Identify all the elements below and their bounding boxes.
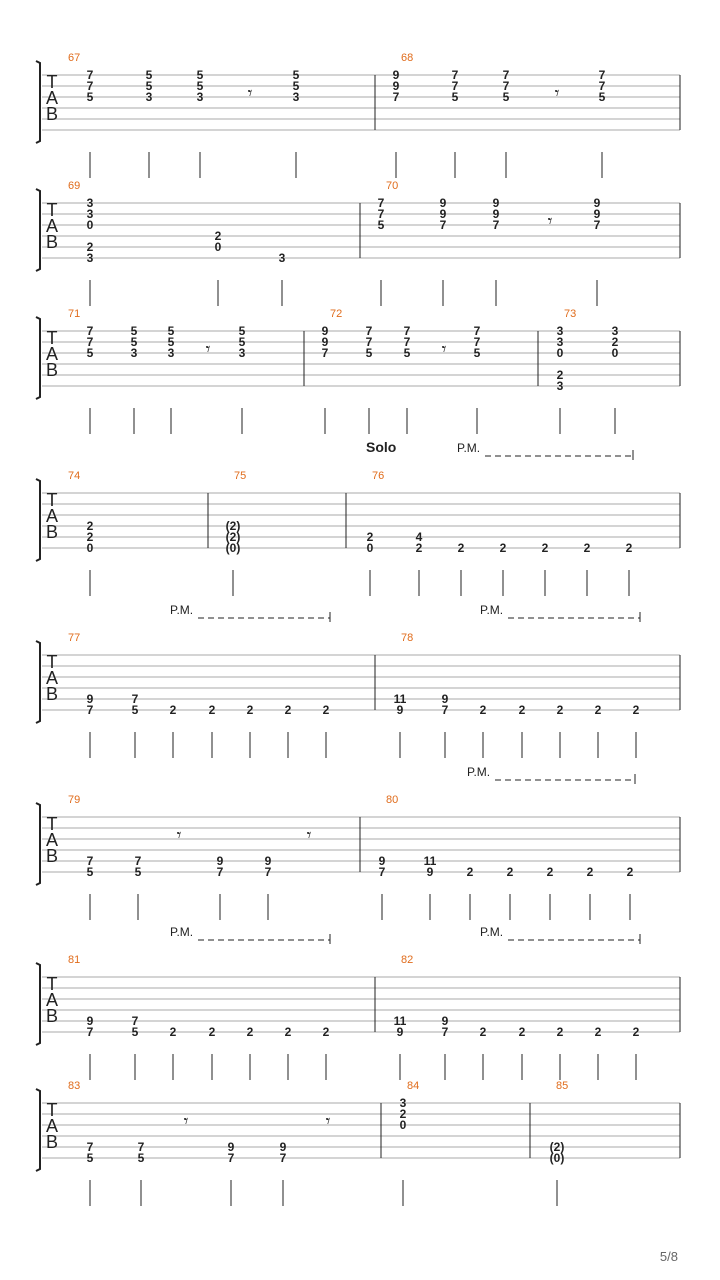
fret-number: 0 [399, 1118, 407, 1132]
tab-clef-letter: B [45, 846, 59, 866]
eighth-rest: 𝄾 [247, 83, 253, 104]
tab-clef-letter: A [45, 990, 59, 1010]
eighth-rest: 𝄾 [554, 83, 560, 104]
fret-number: 7 [598, 79, 606, 93]
fret-number: 7 [441, 1025, 449, 1039]
fret-number: 0 [556, 346, 564, 360]
measure-number: 75 [234, 470, 247, 482]
fret-number: 5 [377, 218, 385, 232]
tab-clef-letter: B [45, 1132, 59, 1152]
fret-number: 7 [492, 218, 500, 232]
fret-number: 2 [518, 1025, 526, 1039]
fret-number: 3 [86, 251, 94, 265]
fret-number: (0) [549, 1151, 565, 1165]
fret-number: 3 [399, 1096, 407, 1110]
tab-clef-letter: B [45, 104, 59, 124]
fret-number: 2 [479, 1025, 487, 1039]
fret-number: 2 [518, 703, 526, 717]
eighth-rest: 𝄾 [547, 211, 553, 232]
system-bracket [36, 963, 40, 1045]
fret-number: 9 [216, 854, 224, 868]
measure-number: 67 [68, 52, 81, 64]
fret-number: 5 [238, 335, 246, 349]
tab-clef-letter: A [45, 830, 59, 850]
fret-number: 5 [292, 68, 300, 82]
fret-number: 5 [473, 346, 481, 360]
palm-mute-label: P.M. [467, 765, 491, 779]
fret-number: 5 [167, 324, 175, 338]
fret-number: 2 [546, 865, 554, 879]
fret-number: 5 [167, 335, 175, 349]
fret-number: 2 [626, 865, 634, 879]
fret-number: 5 [451, 90, 459, 104]
tab-clef-letter: T [46, 200, 58, 220]
measure-number: 85 [556, 1080, 569, 1092]
system-bracket [36, 1089, 40, 1171]
fret-number: 2 [169, 1025, 177, 1039]
fret-number: 2 [86, 240, 94, 254]
fret-number: 7 [502, 79, 510, 93]
tab-clef-letter: T [46, 328, 58, 348]
measure-number: 72 [330, 308, 343, 320]
fret-number: 5 [238, 324, 246, 338]
fret-number: 3 [611, 324, 619, 338]
fret-number: 2 [415, 541, 423, 555]
fret-number: 7 [502, 68, 510, 82]
eighth-rest: 𝄾 [306, 825, 312, 846]
fret-number: 2 [208, 703, 216, 717]
fret-number: 7 [473, 324, 481, 338]
fret-number: 2 [556, 368, 564, 382]
fret-number: 9 [86, 1014, 94, 1028]
palm-mute-label: P.M. [480, 603, 504, 617]
fret-number: 5 [86, 1151, 94, 1165]
fret-number: 7 [451, 68, 459, 82]
fret-number: 0 [86, 218, 94, 232]
measure-number: 74 [68, 470, 81, 482]
fret-number: 5 [292, 79, 300, 93]
fret-number: 9 [492, 207, 500, 221]
fret-number: 7 [403, 335, 411, 349]
fret-number: 3 [556, 335, 564, 349]
fret-number: 2 [625, 541, 633, 555]
fret-number: 9 [426, 865, 434, 879]
fret-number: 5 [502, 90, 510, 104]
fret-number: 5 [145, 68, 153, 82]
fret-number: 5 [196, 79, 204, 93]
fret-number: 5 [145, 79, 153, 93]
fret-number: 2 [284, 703, 292, 717]
fret-number: (2) [549, 1140, 565, 1154]
tab-clef-letter: B [45, 522, 59, 542]
tab-clef-letter: B [45, 684, 59, 704]
measure-number: 81 [68, 954, 81, 966]
tab-clef-letter: A [45, 668, 59, 688]
page-number: 5/8 [659, 1249, 678, 1264]
fret-number: 9 [321, 335, 329, 349]
fret-number: 9 [396, 703, 404, 717]
fret-number: 2 [506, 865, 514, 879]
fret-number: 9 [492, 196, 500, 210]
fret-number: 3 [86, 207, 94, 221]
fret-number: 7 [86, 68, 94, 82]
measure-number: 79 [68, 794, 81, 806]
fret-number: 7 [131, 1014, 139, 1028]
fret-number: 3 [278, 251, 286, 265]
fret-number: 2 [86, 519, 94, 533]
fret-number: 0 [366, 541, 374, 555]
fret-number: 7 [365, 324, 373, 338]
fret-number: (2) [225, 530, 241, 544]
fret-number: 9 [392, 68, 400, 82]
fret-number: 9 [227, 1140, 235, 1154]
fret-number: 11 [393, 1014, 407, 1028]
fret-number: 7 [227, 1151, 235, 1165]
fret-number: 3 [145, 90, 153, 104]
tab-clef-letter: A [45, 216, 59, 236]
fret-number: 7 [279, 1151, 287, 1165]
fret-number: 2 [246, 703, 254, 717]
fret-number: 3 [167, 346, 175, 360]
tab-clef-letter: T [46, 490, 58, 510]
fret-number: 2 [556, 703, 564, 717]
fret-number: 2 [322, 1025, 330, 1039]
fret-number: 5 [86, 865, 94, 879]
eighth-rest: 𝄾 [183, 1111, 189, 1132]
fret-number: 5 [403, 346, 411, 360]
fret-number: 7 [377, 207, 385, 221]
fret-number: 2 [632, 1025, 640, 1039]
fret-number: 5 [134, 865, 142, 879]
fret-number: 0 [214, 240, 222, 254]
fret-number: 5 [196, 68, 204, 82]
fret-number: 0 [611, 346, 619, 360]
tab-clef-letter: B [45, 232, 59, 252]
system-bracket [36, 189, 40, 271]
tab-clef-letter: T [46, 814, 58, 834]
fret-number: 9 [378, 854, 386, 868]
fret-number: 9 [441, 692, 449, 706]
fret-number: 7 [86, 324, 94, 338]
fret-number: 7 [473, 335, 481, 349]
fret-number: 5 [130, 324, 138, 338]
fret-number: 2 [214, 229, 222, 243]
solo-label: Solo [366, 439, 397, 455]
fret-number: 3 [196, 90, 204, 104]
tab-clef-letter: A [45, 506, 59, 526]
measure-number: 71 [68, 308, 81, 320]
eighth-rest: 𝄾 [205, 339, 211, 360]
fret-number: 7 [134, 854, 142, 868]
fret-number: 2 [366, 530, 374, 544]
palm-mute-label: P.M. [170, 603, 194, 617]
system-bracket [36, 803, 40, 885]
tab-clef-letter: T [46, 974, 58, 994]
system-bracket [36, 479, 40, 561]
fret-number: 9 [321, 324, 329, 338]
fret-number: 7 [86, 79, 94, 93]
fret-number: 9 [396, 1025, 404, 1039]
measure-number: 77 [68, 632, 81, 644]
fret-number: 7 [377, 196, 385, 210]
fret-number: 2 [169, 703, 177, 717]
fret-number: 7 [392, 90, 400, 104]
fret-number: 2 [611, 335, 619, 349]
fret-number: 2 [322, 703, 330, 717]
palm-mute-label: P.M. [480, 925, 504, 939]
fret-number: 9 [392, 79, 400, 93]
fret-number: 3 [292, 90, 300, 104]
measure-number: 80 [386, 794, 399, 806]
measure-number: 69 [68, 180, 81, 192]
fret-number: 11 [393, 692, 407, 706]
fret-number: 7 [439, 218, 447, 232]
fret-number: (2) [225, 519, 241, 533]
fret-number: 7 [86, 703, 94, 717]
fret-number: 2 [499, 541, 507, 555]
measure-number: 73 [564, 308, 577, 320]
fret-number: 7 [86, 1140, 94, 1154]
fret-number: 7 [131, 692, 139, 706]
measure-number: 70 [386, 180, 399, 192]
fret-number: 9 [86, 692, 94, 706]
fret-number: 2 [632, 703, 640, 717]
fret-number: 7 [365, 335, 373, 349]
fret-number: 7 [441, 703, 449, 717]
tab-clef-letter: B [45, 360, 59, 380]
fret-number: 2 [246, 1025, 254, 1039]
fret-number: 7 [378, 865, 386, 879]
fret-number: 2 [583, 541, 591, 555]
fret-number: 5 [365, 346, 373, 360]
fret-number: 2 [541, 541, 549, 555]
fret-number: 7 [451, 79, 459, 93]
fret-number: 2 [556, 1025, 564, 1039]
fret-number: 5 [131, 1025, 139, 1039]
fret-number: 2 [594, 703, 602, 717]
fret-number: 7 [321, 346, 329, 360]
tab-clef-letter: B [45, 1006, 59, 1026]
fret-number: 2 [479, 703, 487, 717]
fret-number: 2 [457, 541, 465, 555]
fret-number: (0) [225, 541, 241, 555]
fret-number: 9 [279, 1140, 287, 1154]
fret-number: 11 [423, 854, 437, 868]
fret-number: 9 [439, 207, 447, 221]
fret-number: 4 [415, 530, 423, 544]
fret-number: 5 [130, 335, 138, 349]
system-bracket [36, 61, 40, 143]
measure-number: 83 [68, 1080, 81, 1092]
tab-clef-letter: A [45, 1116, 59, 1136]
fret-number: 7 [216, 865, 224, 879]
fret-number: 5 [86, 346, 94, 360]
fret-number: 9 [593, 207, 601, 221]
palm-mute-label: P.M. [170, 925, 194, 939]
system-bracket [36, 641, 40, 723]
fret-number: 2 [399, 1107, 407, 1121]
measure-number: 68 [401, 52, 414, 64]
fret-number: 7 [86, 1025, 94, 1039]
eighth-rest: 𝄾 [441, 339, 447, 360]
fret-number: 7 [593, 218, 601, 232]
palm-mute-label: P.M. [457, 441, 481, 455]
fret-number: 7 [86, 335, 94, 349]
fret-number: 3 [238, 346, 246, 360]
tab-clef-letter: T [46, 1100, 58, 1120]
fret-number: 5 [131, 703, 139, 717]
fret-number: 3 [86, 196, 94, 210]
fret-number: 3 [130, 346, 138, 360]
fret-number: 2 [284, 1025, 292, 1039]
measure-number: 76 [372, 470, 385, 482]
tab-clef-letter: A [45, 344, 59, 364]
fret-number: 5 [86, 90, 94, 104]
fret-number: 5 [137, 1151, 145, 1165]
eighth-rest: 𝄾 [325, 1111, 331, 1132]
fret-number: 3 [556, 379, 564, 393]
tab-clef-letter: T [46, 652, 58, 672]
fret-number: 2 [594, 1025, 602, 1039]
system-bracket [36, 317, 40, 399]
fret-number: 2 [466, 865, 474, 879]
fret-number: 2 [208, 1025, 216, 1039]
fret-number: 2 [586, 865, 594, 879]
eighth-rest: 𝄾 [176, 825, 182, 846]
measure-number: 84 [407, 1080, 420, 1092]
fret-number: 7 [137, 1140, 145, 1154]
fret-number: 9 [593, 196, 601, 210]
fret-number: 0 [86, 541, 94, 555]
fret-number: 2 [86, 530, 94, 544]
fret-number: 3 [556, 324, 564, 338]
fret-number: 7 [86, 854, 94, 868]
tab-clef-letter: A [45, 88, 59, 108]
fret-number: 9 [439, 196, 447, 210]
measure-number: 82 [401, 954, 414, 966]
fret-number: 9 [264, 854, 272, 868]
fret-number: 9 [441, 1014, 449, 1028]
fret-number: 7 [264, 865, 272, 879]
measure-number: 78 [401, 632, 414, 644]
fret-number: 7 [598, 68, 606, 82]
fret-number: 7 [403, 324, 411, 338]
tab-clef-letter: T [46, 72, 58, 92]
fret-number: 5 [598, 90, 606, 104]
